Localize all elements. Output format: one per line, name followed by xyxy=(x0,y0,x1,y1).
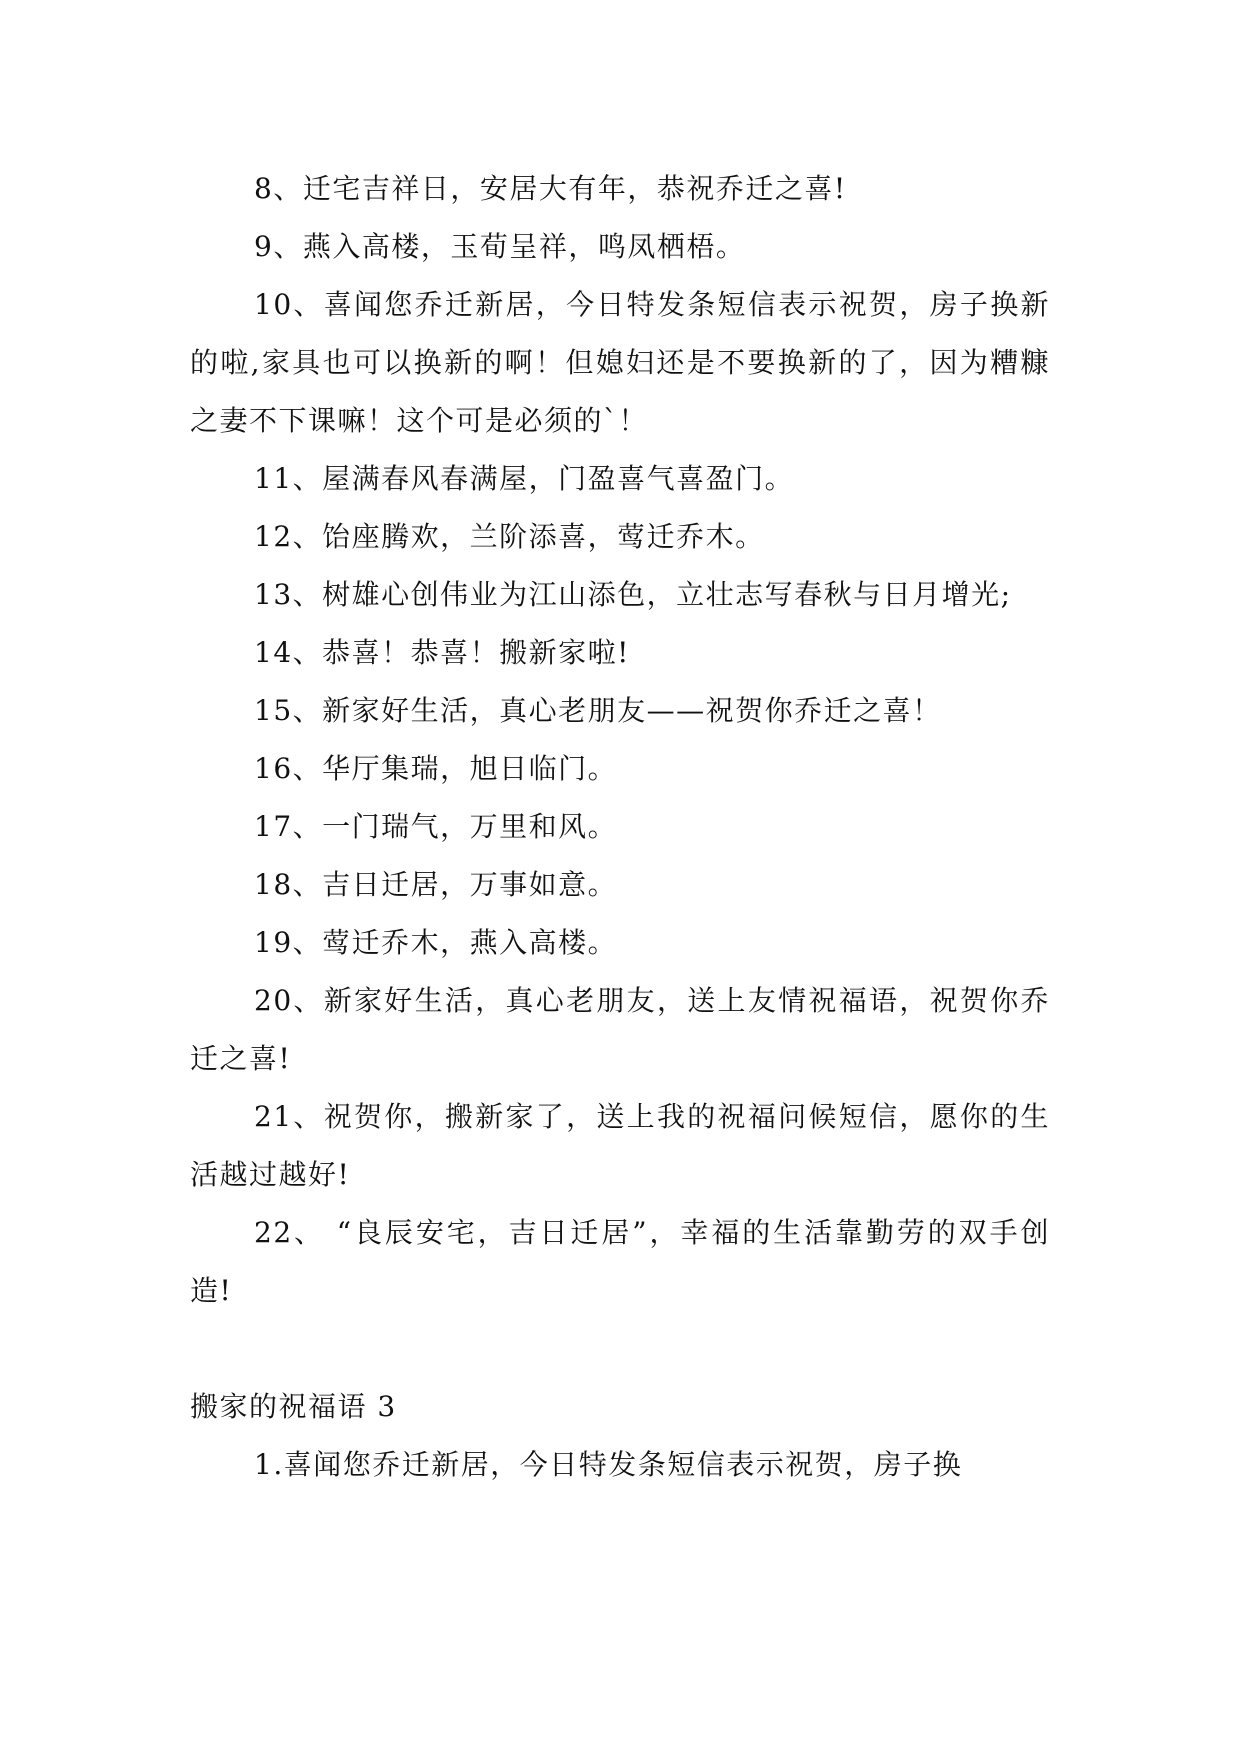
list-item: 21、祝贺你，搬新家了，送上我的祝福问候短信，愿你的生活越过越好! xyxy=(190,1100,1050,1191)
section-heading: 搬家的祝福语 3 xyxy=(190,1390,397,1423)
list-item: 19、莺迁乔木，燕入高楼。 xyxy=(254,926,618,959)
list-item: 17、一门瑞气，万里和风。 xyxy=(254,810,618,843)
list-item: 8、迁宅吉祥日，安居大有年，恭祝乔迁之喜! xyxy=(254,172,847,205)
list-item: 14、恭喜！恭喜！搬新家啦! xyxy=(254,636,630,669)
list-item: 12、饴座腾欢，兰阶添喜，莺迁乔木。 xyxy=(254,520,765,553)
list-item: 9、燕入高楼，玉荀呈祥，鸣凤栖梧。 xyxy=(254,230,746,263)
list-item: 11、屋满春风春满屋，门盈喜气喜盈门。 xyxy=(254,462,795,495)
list-item: 22、 “良辰安宅，吉日迁居”，幸福的生活靠勤劳的双手创造! xyxy=(190,1216,1050,1307)
document-body xyxy=(190,160,1050,1494)
list-item: 1.喜闻您乔迁新居，今日特发条短信表示祝贺，房子换 xyxy=(254,1448,963,1481)
list-item: 20、新家好生活，真心老朋友，送上友情祝福语，祝贺你乔迁之喜! xyxy=(190,984,1050,1075)
list-item: 13、树雄心创伟业为江山添色，立壮志写春秋与日月增光; xyxy=(254,578,1012,611)
list-item: 18、吉日迁居，万事如意。 xyxy=(254,868,618,901)
list-item: 16、华厅集瑞，旭日临门。 xyxy=(254,752,618,785)
list-item: 15、新家好生活，真心老朋友——祝贺你乔迁之喜！ xyxy=(254,694,942,727)
list-item: 10、喜闻您乔迁新居，今日特发条短信表示祝贺，房子换新的啦,家具也可以换新的啊！但媳妇还是不要换新的了，因为糟糠之妻不下课嘛！这个可是必须的`！ xyxy=(190,288,1050,437)
